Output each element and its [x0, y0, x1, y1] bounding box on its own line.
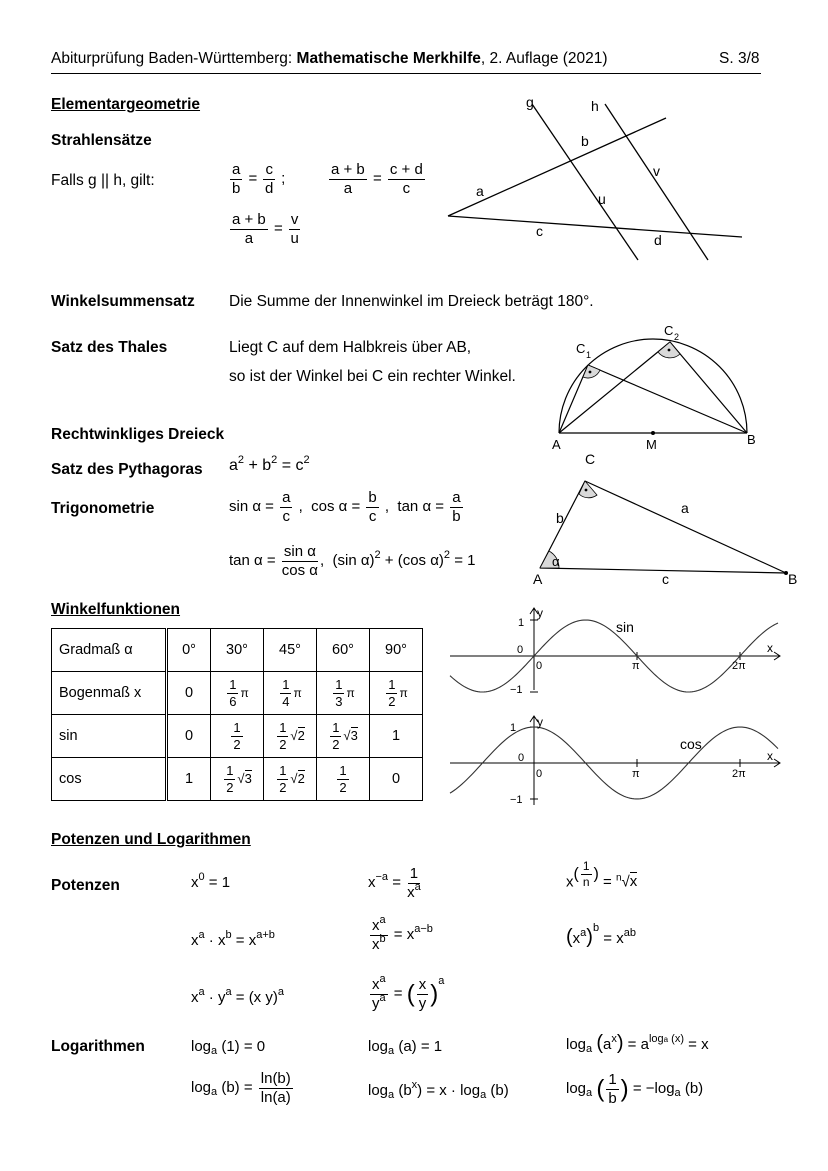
label-a: a [476, 183, 484, 199]
table-header-sin: sin [52, 715, 167, 758]
strahlensaetze-title: Strahlensätze [51, 132, 152, 149]
label-g: g [526, 94, 534, 110]
triangle-label-C: C [585, 451, 596, 467]
winkelfunktionen-table [51, 628, 423, 801]
trig-formula-line-2: tan α = $\frac{\text{sin α}}{\text{cos α}}$ , (sin α)$^2$ + (cos α)$^2$ = 1 [229, 543, 476, 579]
table-row: cos 1 $\frac{1}{2}$ √3 $\frac{1}{2}$ √2 $\frac{1}{2}$ 0 [52, 758, 423, 801]
logarithmen-title: Logarithmen [51, 1038, 145, 1055]
power-rule-root: x( $\frac{1}{n}$ ) = $^n$√x [566, 859, 638, 891]
svg-text:1: 1 [518, 617, 525, 629]
log-rule-reciprocal: $\log_a$ ( $\frac{1}{b}$ ) = $-\log_a$ (b) [566, 1071, 704, 1107]
triangle-label-B: B [788, 571, 798, 587]
svg-text:π: π [632, 660, 640, 672]
thales-label-C2-sub: 2 [674, 332, 680, 342]
power-rule-negative: $x^{-a}$ = $\frac{1}{x^a}$ [368, 865, 421, 901]
label-c: c [536, 223, 543, 239]
trigonometrie-title: Trigonometrie [51, 500, 155, 517]
log-rule-one: $\log_a (1) = 0$ [191, 1038, 266, 1057]
svg-text:π: π [632, 768, 640, 780]
rechtwinklig-title: Rechtwinkliges Dreieck [51, 426, 225, 443]
thales-label-C2: C [664, 325, 674, 338]
winkelsummensatz-text: Die Summe der Innenwinkel im Dreieck beträgt 180°. [229, 293, 594, 310]
thales-label-A: A [552, 437, 561, 452]
log-rule-change-base: $\log_a (b)$ = $\frac{\ln(b)}{\ln(a)}$ [191, 1070, 291, 1106]
pythagoras-title: Satz des Pythagoras [51, 461, 203, 478]
svg-text:−1: −1 [510, 684, 523, 696]
trig-formula-line-1: sin α = $\frac{a}{c}$ , cos α = $\frac{b}{c}$ , tan α = $\frac{a}{b}$ [229, 489, 461, 525]
thales-label-B: B [747, 432, 756, 447]
triangle-label-c: c [662, 571, 669, 587]
thales-label-M: M [646, 437, 657, 452]
label-v: v [653, 163, 660, 179]
thales-title: Satz des Thales [51, 339, 168, 356]
power-rule-zero: $x^0 = 1$ [191, 871, 231, 891]
table-row: Bogenmaß x 0 $\frac{1}{6}$ π $\frac{1}{4}$ π $\frac{1}{3}$ π $\frac{1}{2}$ π [52, 672, 423, 715]
thales-label-C1: C [576, 341, 586, 356]
power-rule-same-exponent: $x^a \cdot y^a = (x$ y)$^a$ [191, 986, 284, 1006]
svg-text:y: y [537, 715, 543, 729]
sin-graph [450, 606, 780, 696]
label-d: d [654, 232, 662, 248]
svg-text:x: x [767, 749, 773, 763]
triangle-label-b: b [556, 510, 564, 526]
label-h: h [591, 98, 599, 114]
triangle-label-a: a [681, 500, 689, 516]
label-u: u [598, 191, 606, 207]
strahlensatz-formula-2: $\frac{a + b}{a}$ = $\frac{c + d}{c}$ [331, 161, 423, 197]
thales-label-C1-sub: 1 [586, 350, 592, 360]
table-header-gradmass: Gradmaß α [52, 629, 167, 672]
power-rule-product: $x^a \cdot x^b = x^{a+b}$ [191, 929, 275, 949]
page-number: S. 3/8 [719, 50, 760, 67]
log-rule-base: $\log_a (a) = 1$ [368, 1038, 443, 1057]
label-b: b [581, 133, 589, 149]
log-rule-power: $\log_a (b^x) = x \cdot \log_a (b)$ [368, 1079, 509, 1101]
power-rule-quotient: $\frac{x^a}{x^b}$ = $x^{a-b}$ [372, 914, 433, 953]
right-triangle-figure [525, 448, 805, 590]
page-header [51, 50, 608, 68]
svg-text:1: 1 [510, 722, 517, 734]
strahlensatz-figure [440, 92, 750, 264]
svg-text:0: 0 [517, 644, 524, 656]
cos-label: cos [680, 736, 702, 752]
header-rule [51, 73, 761, 74]
thales-line-2: so ist der Winkel bei C ein rechter Winkel. [229, 368, 516, 385]
thales-figure [545, 325, 775, 455]
triangle-label-alpha: α [552, 554, 560, 569]
pythagoras-formula: $a^2 + b^2 = c^2$ [229, 454, 310, 474]
svg-text:−1: −1 [510, 794, 523, 806]
header-title: Mathematische Merkhilfe [296, 50, 481, 67]
section-heading-elementargeometrie: Elementargeometrie [51, 96, 201, 113]
table-header-cos: cos [52, 758, 167, 801]
svg-text:0: 0 [536, 768, 543, 780]
thales-line-1: Liegt C auf dem Halbkreis über AB, [229, 339, 472, 356]
svg-text:0: 0 [536, 660, 543, 672]
svg-text:x: x [767, 641, 773, 655]
log-rule-inverse: $\log_a (a^x) = a^{loga (x)} = x$ [566, 1032, 709, 1055]
svg-text:2π: 2π [732, 660, 746, 672]
table-row: sin 0 $\frac{1}{2}$ $\frac{1}{2}$ √2 $\frac{1}{2}$ √3 1 [52, 715, 423, 758]
trig-graphs [448, 600, 788, 810]
strahlensatz-formula-3: $\frac{a + b}{a}$ = $\frac{v}{u}$ [232, 211, 299, 247]
header-prefix: Abiturprüfung Baden-Württemberg: [51, 50, 297, 67]
table-header-bogenmass: Bogenmaß x [52, 672, 167, 715]
cos-graph [450, 715, 780, 806]
power-rule-fraction: $\frac{x^a}{y^a}$ = ( $\frac{x}{y}$ )$^a$ [372, 973, 445, 1012]
svg-text:0: 0 [518, 752, 525, 764]
winkelsummensatz-title: Winkelsummensatz [51, 293, 195, 310]
svg-text:y: y [537, 606, 543, 620]
power-rule-power: $(x^a)^b = x^{ab}$ [566, 922, 636, 948]
svg-text:2π: 2π [732, 768, 746, 780]
triangle-label-A: A [533, 571, 543, 587]
table-row: Gradmaß α 0° 30° 45° 60° 90° [52, 629, 423, 672]
section-heading-potenzen-log: Potenzen und Logarithmen [51, 831, 251, 848]
potenzen-title: Potenzen [51, 877, 120, 894]
section-heading-winkelfunktionen: Winkelfunktionen [51, 601, 181, 618]
sin-label: sin [616, 619, 634, 635]
strahlensatz-formula-1: $\frac{a}{b}$ = $\frac{c}{d}$ ; [232, 161, 286, 197]
header-edition: , 2. Auflage (2021) [480, 50, 608, 67]
strahlensaetze-condition: Falls g || h, gilt: [51, 172, 155, 189]
